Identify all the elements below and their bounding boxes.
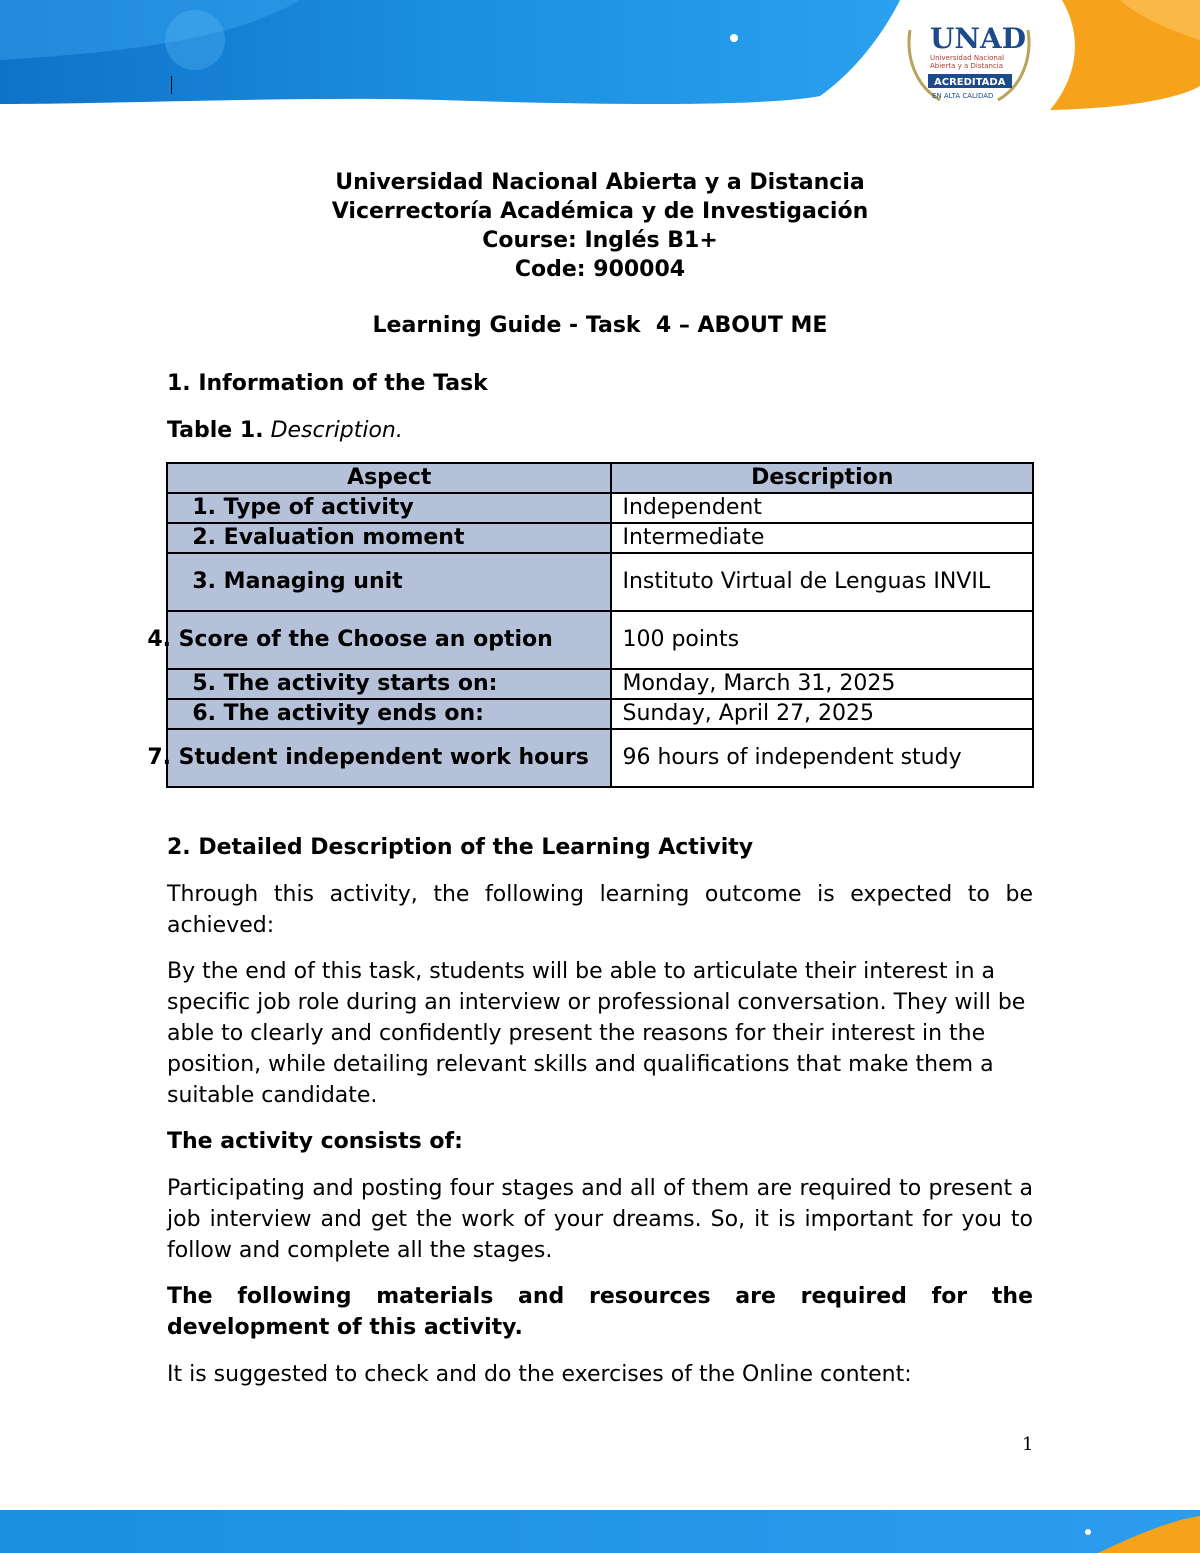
table-row xyxy=(167,699,1033,729)
guide-title-text: Learning Guide - Task 4 – ABOUT ME xyxy=(372,313,828,338)
logo-badge-sub: EN ALTA CALIDAD xyxy=(932,92,994,100)
value-cell: 96 hours of independent study xyxy=(611,729,1033,787)
footer-banner xyxy=(0,1508,1200,1553)
value-cell: Monday, March 31, 2025 xyxy=(611,669,1033,699)
university-name: Universidad Nacional Abierta y a Distancia xyxy=(335,170,865,195)
outcome-intro: Through this activity, the following learning outcome is expected to be achieved: xyxy=(167,882,1033,938)
aspect-label: Student independent work hours xyxy=(178,745,589,770)
row-number: 5. xyxy=(192,671,216,696)
unad-logo xyxy=(902,10,1036,106)
materials-heading: The following materials and resources are required for the development of this activity. xyxy=(167,1284,1033,1340)
table-header-row xyxy=(167,463,1033,493)
page-number: 1 xyxy=(1022,1434,1034,1455)
consists-heading: The activity consists of: xyxy=(167,1129,463,1154)
row-number: 2. xyxy=(192,525,216,550)
table-row xyxy=(167,553,1033,611)
table-row xyxy=(167,669,1033,699)
table-row xyxy=(167,729,1033,787)
value-cell: Instituto Virtual de Lenguas INVIL xyxy=(611,553,1033,611)
caption-title: Description. xyxy=(270,418,403,443)
header-description: Description xyxy=(611,463,1033,493)
aspect-cell xyxy=(167,669,611,699)
online-content-note: It is suggested to check and do the exercises of the Online content: xyxy=(167,1362,912,1387)
aspect-label: Type of activity xyxy=(223,495,414,520)
aspect-label: The activity starts on: xyxy=(223,671,498,696)
table-row xyxy=(167,611,1033,669)
row-number: 4. xyxy=(147,627,171,652)
logo-line1: Universidad Nacional xyxy=(930,54,1005,62)
table-row xyxy=(167,493,1033,523)
document-title-block xyxy=(167,168,1033,284)
aspect-label: The activity ends on: xyxy=(223,701,484,726)
aspect-cell xyxy=(147,729,611,787)
logo-line2: Abierta y a Distancia xyxy=(930,62,1004,70)
section1-heading: 1. Information of the Task xyxy=(167,371,488,396)
value-cell: 100 points xyxy=(611,611,1033,669)
task-info-table xyxy=(147,462,1034,788)
course-code: Code: 900004 xyxy=(514,257,686,282)
header-aspect: Aspect xyxy=(167,463,611,493)
table-caption xyxy=(167,416,403,445)
value-cell: Independent xyxy=(611,493,1033,523)
value-cell: Sunday, April 27, 2025 xyxy=(611,699,1033,729)
section2-heading: 2. Detailed Description of the Learning Activity xyxy=(167,835,754,860)
logo-brand: UNAD xyxy=(930,22,1027,55)
text-cursor xyxy=(171,76,172,94)
row-number: 6. xyxy=(192,701,216,726)
guide-title xyxy=(167,311,1033,340)
aspect-label: Evaluation moment xyxy=(223,525,465,550)
activity-description: Participating and posting four stages and all of them are required to present a job interview and get the work of your dreams. So, it is important for you to follow and complete all the stages. xyxy=(167,1176,1033,1263)
aspect-cell xyxy=(167,553,611,611)
caption-label: Table 1. xyxy=(167,418,264,443)
value-cell: Intermediate xyxy=(611,523,1033,553)
logo-badge: ACREDITADA xyxy=(934,77,1006,88)
learning-outcome: By the end of this task, students will be able to articulate their interest in a specific job role during an interview or professional conversation. They will be able to clearly and confidently present the reasons for their interest in the position, while detailing relevant skills and qualifications that make them a suitable candidate. xyxy=(167,959,1026,1108)
row-number: 1. xyxy=(192,495,216,520)
course-name: Course: Inglés B1+ xyxy=(482,228,718,253)
aspect-cell xyxy=(167,699,611,729)
row-number: 3. xyxy=(192,569,216,594)
aspect-label: Score of the Choose an option xyxy=(178,627,553,652)
aspect-label: Managing unit xyxy=(223,569,403,594)
aspect-cell xyxy=(147,611,611,669)
table-row xyxy=(167,523,1033,553)
row-number: 7. xyxy=(147,745,171,770)
aspect-cell xyxy=(167,523,611,553)
vice-rectorate: Vicerrectoría Académica y de Investigación xyxy=(331,199,869,224)
aspect-cell xyxy=(167,493,611,523)
